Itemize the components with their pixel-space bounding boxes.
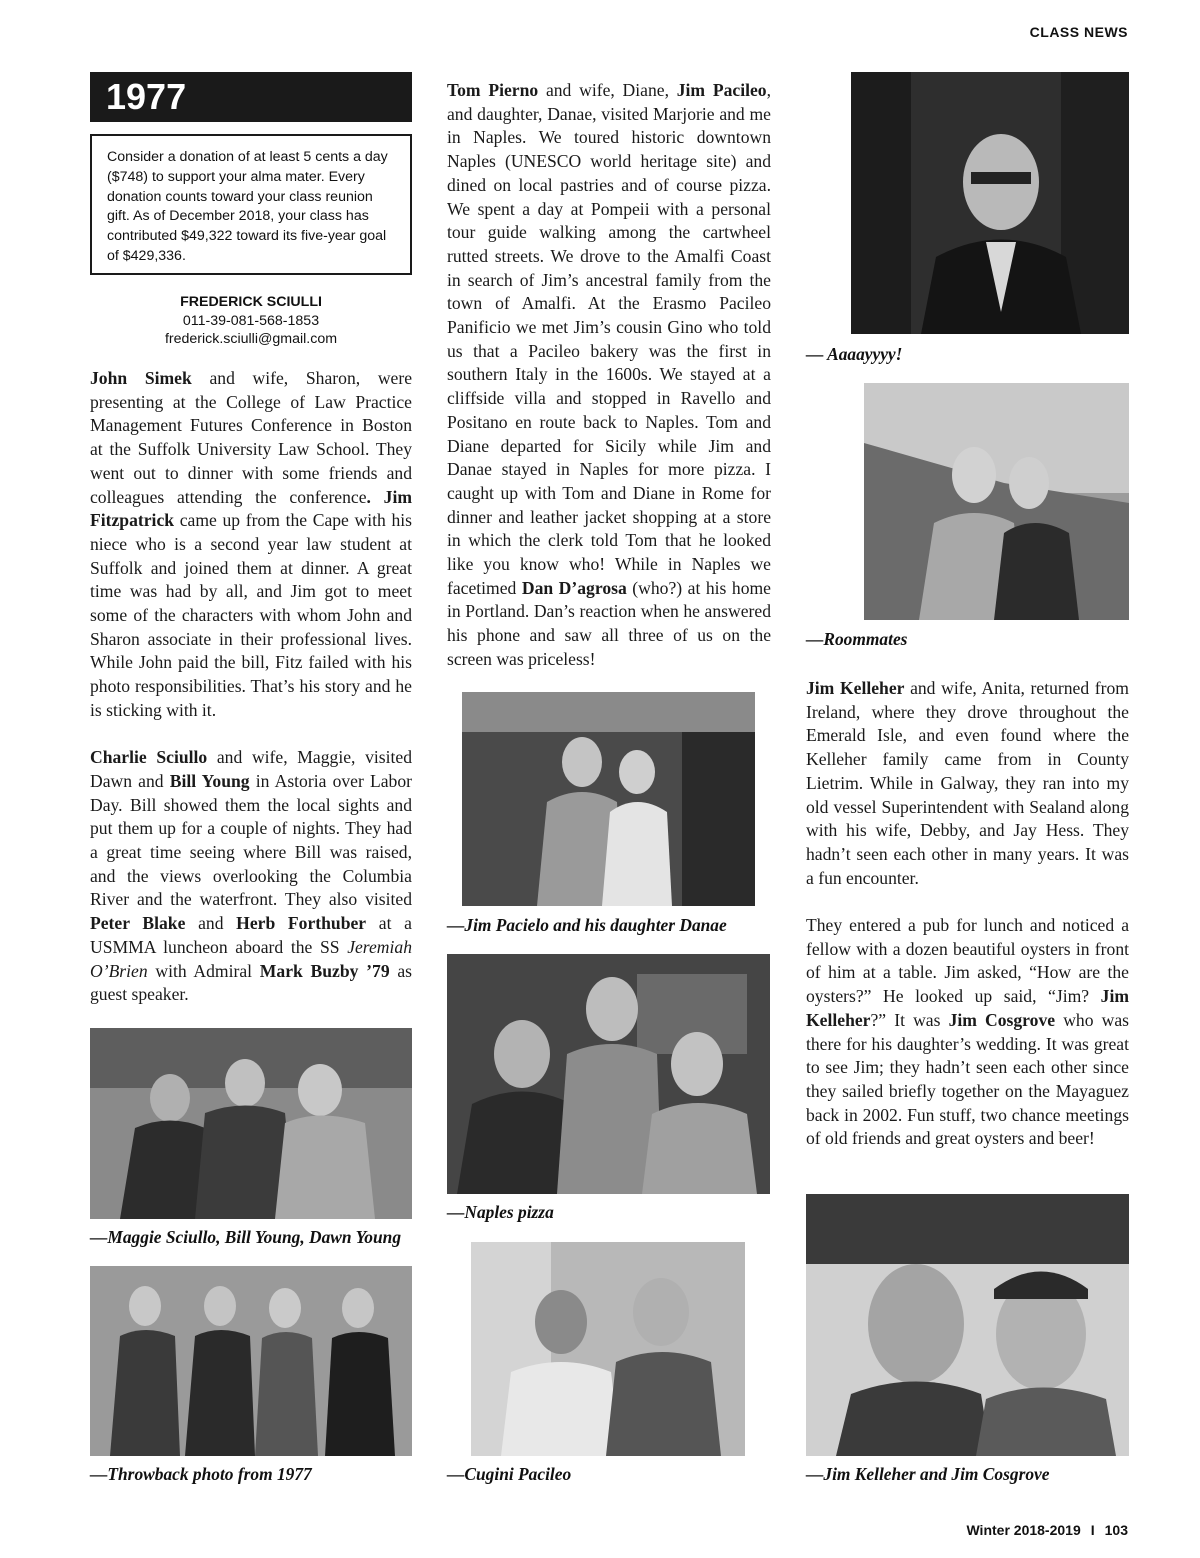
column1-paragraph-1: John Simek and wife, Sharon, were presenting at the College of Law Practice Management Futures Conference in Boston at the Suffolk University Law School. They went out to dinner with some friends and colleagues attending the conference. Jim Fitzpatrick came up from the Cape with his niece who is a second year law student at Suffolk and joined them at dinner. A great time was had by all, and Jim got to meet some of the characters with whom John and Sharon associate in their professional lives. While John paid the bill, Fitz failed with his photo responsibilities. That’s his story and he is sticking with it. (90, 368, 413, 720)
column1-paragraph-2: Charlie Sciullo and wife, Maggie, visited Dawn and Bill Young in Astoria over Labor Day. Bill showed them the local sights and put them up for a couple of nights. They had a great time seeing where Bill was raised, and the views overlooking the Columbia River and the waterfront. They also visited Peter Blake and Herb Forthuber at a USMMA luncheon aboard the SS Jeremiah O’Brien with Admiral Mark Buzby ’79 as guest speaker. (90, 747, 413, 1005)
photo-cugini-pacileo (471, 1242, 745, 1456)
caption-pacielo-danae: —Jim Pacielo and his daughter Danae (447, 915, 727, 935)
section-label: CLASS NEWS (1029, 24, 1128, 40)
photo-jacket-shop (851, 72, 1129, 334)
photo-throwback-1977 (90, 1266, 412, 1456)
footer-separator: I (1090, 1522, 1095, 1538)
caption-maggie-bill-dawn: —Maggie Sciullo, Bill Young, Dawn Young (90, 1227, 402, 1247)
caption-cugini: —Cugini Pacileo (447, 1464, 572, 1484)
class-year-banner: 1977 (90, 72, 412, 122)
donation-box: Consider a donation of at least 5 cents a day ($748) to support your alma mater. Every donation counts toward your class reunion gift. As of December 2018, your class has contributed $49,322 toward its five-year goal of $429,336. (90, 134, 412, 275)
page-number: 103 (1104, 1522, 1128, 1538)
column3-text (806, 677, 1129, 1151)
correspondent-phone: 011-39-081-568-1853 (182, 312, 320, 329)
page-footer (966, 1522, 1128, 1538)
correspondent-contact (90, 293, 412, 349)
caption-aaaayyyy: — Aaaayyyy! (806, 344, 903, 364)
photo-roommates (864, 383, 1129, 620)
column2-paragraph-1: Tom Pierno and wife, Diane, Jim Pacileo, and daughter, Danae, visited Marjorie and me in Naples. We toured historic downtown Naples (UNESCO world heritage site) and dined on local pastries and of course pizza. We spent a day at Pompeii with a personal tour guide walking among the cartwheel rutted streets. We drove to the Amalfi Coast in search of Jim’s ancestral family from the town of Amalfi. At the Erasmo Pacileo Panificio we met Jim’s cousin Gino who told us that a Pacileo bakery was the first in southern Italy in the 1600s. We stayed at a cliffside villa and stopped in Ravello and Positano en route back to Naples. Tom and Diane departed for Sicily while Jim and Danae stayed in Naples for more pizza. I caught up with Tom and Diane in Rome for dinner and leather jacket shopping at a store in which the clerk told Tom that he looked like you know who! While in Naples we facetimed Dan D’agrosa (who?) at his home in Portland. Dan’s reaction when he answered his phone and saw all three of us on the screen was priceless! (447, 80, 771, 669)
caption-throwback: —Throwback photo from 1977 (90, 1464, 312, 1484)
issue-label: Winter 2018-2019 (966, 1522, 1081, 1538)
column2-text (447, 79, 771, 672)
photo-maggie-bill-dawn (90, 1028, 412, 1219)
caption-roommates: —Roommates (806, 629, 908, 649)
column3-paragraph-2: They entered a pub for lunch and noticed a fellow with a dozen beautiful oysters in front of him at a table. Jim asked, “How are the oysters?” He looked up said, “Jim? Jim Kelleher?” It was Jim Cosgrove who was there for his daughter’s wedding. It was great to see Jim; they hadn’t seen each other since they sailed briefly together on the Mayaguez back in 2002. Fun stuff, two chance meetings of old friends and great oysters and beer! (806, 915, 1129, 1149)
photo-kelleher-cosgrove (806, 1194, 1129, 1456)
column1-text (90, 367, 412, 1007)
caption-naples-pizza: —Naples pizza (447, 1202, 554, 1222)
caption-kelleher-cosgrove: —Jim Kelleher and Jim Cosgrove (806, 1464, 1050, 1484)
photo-naples-pizza (447, 954, 770, 1194)
column3-paragraph-1: Jim Kelleher and wife, Anita, returned from Ireland, where they drove throughout the Emerald Isle, and even found where the Kelleher family came from in County Lietrim. While in Galway, they ran into my old vessel Superintendent with Sealand along with his wife, Debby, and Jay Hess. They hadn’t seen each other in many years. It was a fun encounter. (806, 678, 1129, 888)
correspondent-email[interactable]: frederick.sciulli@gmail.com (164, 331, 338, 348)
photo-pacielo-danae (462, 692, 755, 906)
correspondent-name: FREDERICK SCIULLI (180, 294, 322, 310)
